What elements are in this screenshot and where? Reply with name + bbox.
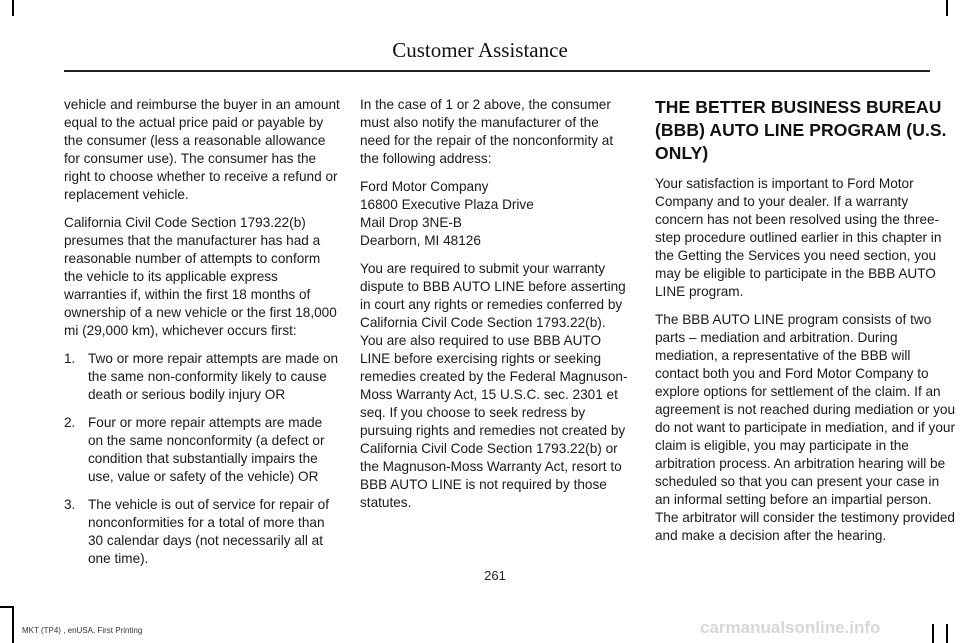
- crop-mark: [946, 0, 948, 16]
- crop-mark: [932, 624, 934, 643]
- crop-mark: [946, 624, 948, 643]
- watermark: carmanualsonline.info: [700, 618, 881, 637]
- list-number: 2.: [64, 415, 76, 430]
- page-number: 261: [484, 568, 506, 583]
- paragraph: vehicle and reimburse the buyer in an amount equal to the actual price paid or payable by the consumer (less a reasonable allowance for consumer use). The consumer has the right to choose whether to receive a refund or replacement vehicle.: [64, 97, 340, 202]
- conditions-list: [64, 350, 340, 568]
- list-text: Four or more repair attempts are made on the same nonconformity (a defect or condition that substantially impairs the use, value or safety of the vehicle) OR: [88, 415, 325, 484]
- column-left: [64, 96, 340, 578]
- page-title: Customer Assistance: [392, 38, 568, 62]
- crop-mark: [0, 606, 14, 608]
- list-number: 1.: [64, 351, 76, 366]
- list-item: [64, 350, 340, 404]
- list-text: The vehicle is out of service for repair of nonconformities for a total of more than 30 calendar days (not necessarily all at one time).: [88, 497, 330, 566]
- crop-mark: [12, 0, 14, 16]
- address-line: Dearborn, MI 48126: [360, 233, 481, 248]
- paragraph: California Civil Code Section 1793.22(b) presumes that the manufacturer has had a reasonable number of attempts to conform the vehicle to its applicable express warranties if, within the first 18 months of ownership of a new vehicle or the first 18,000 mi (29,000 km), whichever occurs first:: [64, 215, 337, 338]
- print-info: MKT (TP4) , enUSA, First Printing: [22, 626, 143, 635]
- column-right: [655, 96, 955, 555]
- address-line: 16800 Executive Plaza Drive: [360, 197, 534, 212]
- list-text: Two or more repair attempts are made on the same non-conformity likely to cause death or serious bodily injury OR: [88, 351, 339, 402]
- address-line: Ford Motor Company: [360, 179, 489, 194]
- paragraph: You are required to submit your warranty dispute to BBB AUTO LINE before asserting in court any rights or remedies conferred by California Civil Code Section 1793.22(b). You are also required to use BBB AUTO LINE before exercising rights or seeking remedies created by the Federal Magnuson-Moss Warranty Act, 15 U.S.C. sec. 2301 et seq. If you choose to seek redress by pursuing rights and remedies not created by California Civil Code Section 1793.22(b) or the Magnuson-Moss Warranty Act, resort to BBB AUTO LINE is not required by those statutes.: [360, 261, 628, 510]
- list-number: 3.: [64, 497, 76, 512]
- paragraph: In the case of 1 or 2 above, the consumer must also notify the manufacturer of the need for the repair of the nonconformity at the following address:: [360, 97, 614, 166]
- paragraph: The BBB AUTO LINE program consists of two parts – mediation and arbitration. During mediation, a representative of the BBB will contact both you and Ford Motor Company to explore options for settlement of the claim. If an agreement is not reached during mediation or you do not want to participate in mediation, and if your claim is eligible, you may participate in the arbitration process. An arbitration hearing will be scheduled so that you can present your case in an informal setting before an impartial person. The arbitrator will consider the testimony provided and make a decision after the hearing.: [655, 312, 955, 543]
- list-item: [64, 414, 340, 486]
- column-middle: [360, 96, 632, 522]
- paragraph: Your satisfaction is important to Ford Motor Company and to your dealer. If a warranty concern has not been resolved using the three-step procedure outlined earlier in this chapter in the Getting the Services you need section, you may be eligible to participate in the BBB AUTO LINE program.: [655, 176, 942, 299]
- crop-mark: [12, 606, 14, 643]
- header-divider: [64, 70, 930, 72]
- address-line: Mail Drop 3NE-B: [360, 215, 462, 230]
- section-heading: THE BETTER BUSINESS BUREAU (BBB) AUTO LINE PROGRAM (U.S. ONLY): [655, 97, 947, 163]
- list-item: [64, 496, 340, 568]
